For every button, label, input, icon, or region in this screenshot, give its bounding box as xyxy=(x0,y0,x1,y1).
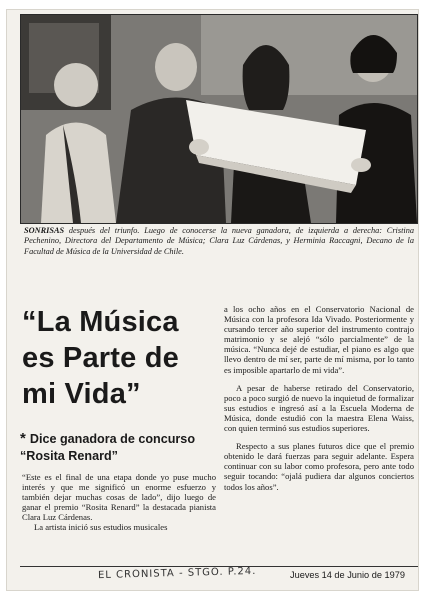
body-paragraph: A pesar de haberse retirado del Conservatorio, poco a poco surgió de nuevo la inquietud de formalizar sus estudios e ingresó así a la Escuela Moderna de Música, donde estudió con la maestra Elena Waiss, con quien terminó sus estudios superiores. xyxy=(224,382,414,434)
subhead-star: * xyxy=(20,430,26,447)
subhead-text: Dice ganadora de concurso “Rosita Renard” xyxy=(20,432,196,463)
article-column-right xyxy=(224,304,414,500)
body-paragraph: a los ocho años en el Conservatorio Nacional de Música con la profesora Ida Vivado. Posteriormente y cursando tercer año superior del instrumento contrajo matrimonio y se alejó “sólo parcialmente” de la música. “Nunca dejé de estudiar, el piano es algo que llevo dentro de mí ser, parte de mí misma, por lo tanto es imposible apartarlo de mi vida”. xyxy=(224,304,414,375)
body-paragraph: Respecto a sus planes futuros dice que el premio obtenido le dará fuerzas para seguir adelante. Espera continuar con su labor como profesora, pero ante todo seguir tocando: “ojalá pudiera dar algunos conciertos todos los años”. xyxy=(224,441,414,492)
subheadline xyxy=(20,430,216,465)
dateline: Jueves 14 de Junio de 1979 xyxy=(290,570,405,580)
body-paragraph: “Este es el final de una etapa donde yo puse mucho interés y que me significó un enorme esfuerzo y también dejar muchas cosas de lado”, dijo luego de ganar el premio “Rosita Renard” la destacada pianista Clara Luz Cárdenas. xyxy=(22,472,216,523)
headline: “La Música es Parte de mi Vida” xyxy=(22,306,179,410)
body-paragraph: La artista inició sus estudios musicales xyxy=(34,522,168,533)
caption-text: después del triunfo. Luego de conocerse la nueva ganadora, de izquierda a derecha: Cristina Pechenino, Directora del Departamento de Música; Clara Luz Cárdenas, y Herminia Raccagni, Decano de la Facultad de Música de la Universidad de Chile. xyxy=(24,226,414,256)
handwritten-source-note: EL CRONISTA - STGO. P.24. xyxy=(97,565,257,582)
article-column-left xyxy=(22,472,216,533)
news-photo-illustration xyxy=(21,15,417,223)
news-photo xyxy=(20,14,418,224)
caption-lead: SONRISAS xyxy=(24,226,65,235)
photo-caption xyxy=(24,226,414,257)
